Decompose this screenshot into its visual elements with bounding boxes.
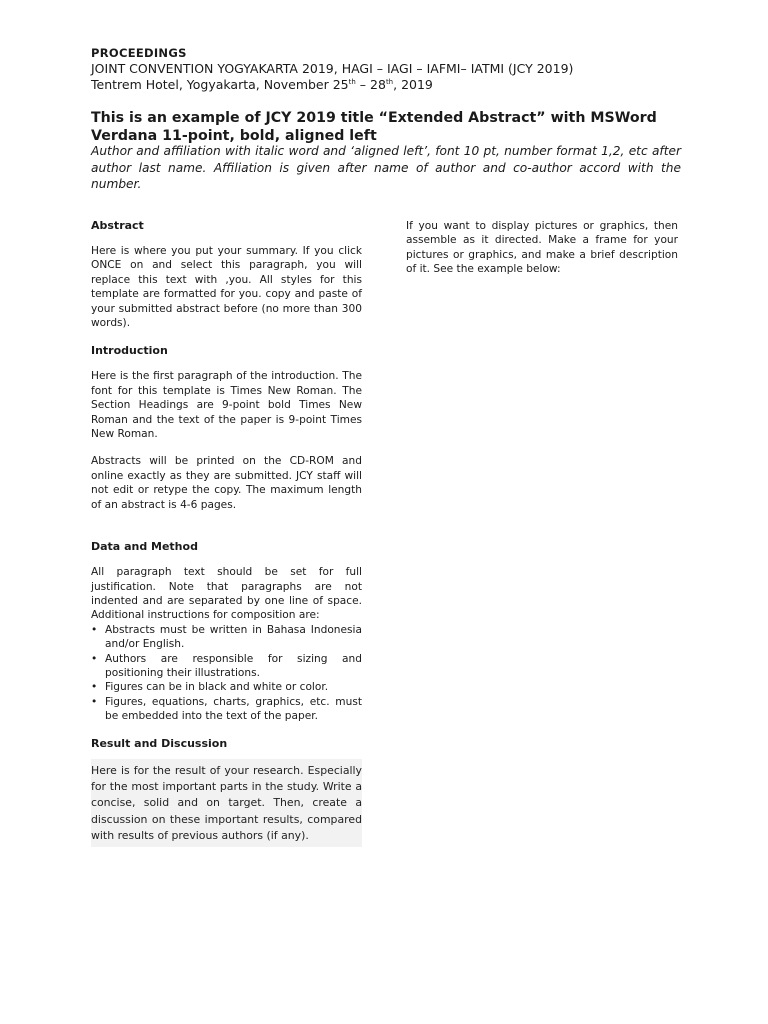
- proceedings-header: [91, 46, 691, 93]
- introduction-body-2: Abstracts will be printed on the CD-ROM and online exactly as they are submitted. JCY staff will not edit or retype the copy. The maximum length of an abstract is 4-6 pages.: [91, 455, 362, 511]
- paper-title: This is an example of JCY 2019 title “Extended Abstract” with MSWord Verdana 11-point, bold, aligned left: [91, 110, 657, 144]
- data-method-heading: Data and Method: [91, 540, 198, 554]
- convention-name: JOINT CONVENTION YOGYAKARTA 2019, HAGI – IAGI – IAFMI– IATMI (JCY 2019): [91, 61, 574, 76]
- author-affiliation: Author and affiliation with italic word and ‘aligned left’, font 10 pt, number format 1,2, etc after author last name. Affiliation is given after name of author and co-author accord with the number.: [91, 144, 681, 191]
- venue-sup-2: th: [385, 77, 394, 86]
- proceedings-label: PROCEEDINGS: [91, 46, 187, 60]
- venue-mid: – 28: [355, 77, 386, 92]
- bullet-icon: •: [91, 623, 98, 636]
- list-item: • Figures, equations, charts, graphics, etc. must be embedded into the text of the paper.: [91, 695, 362, 723]
- abstract-body: Here is where you put your summary. If you click ONCE on and select this paragraph, you will replace this text with ,you. All styles for this template are formatted for you. copy and paste of your submitted abstract before (no more than 300 words).: [91, 245, 362, 330]
- introduction-heading: Introduction: [91, 344, 168, 358]
- left-column: [91, 219, 362, 847]
- right-column: [406, 219, 678, 277]
- list-item: • Abstracts must be written in Bahasa Indonesia and/or English.: [91, 623, 362, 651]
- bullet-icon: •: [91, 681, 98, 694]
- results-highlight-box: [91, 759, 362, 847]
- bullet-icon: •: [91, 652, 98, 665]
- bullet-icon: •: [91, 695, 98, 708]
- data-method-bullet-list: [91, 623, 362, 724]
- introduction-body-1: Here is the first paragraph of the introduction. The font for this template is Times New Roman. The Section Headings are 9-point bold Times New Roman and the text of the paper is 9-point Times New Roman.: [91, 370, 362, 441]
- results-heading: Result and Discussion: [91, 736, 228, 750]
- graphics-instructions: If you want to display pictures or graphics, then assemble as it directed. Make a frame for your pictures or graphics, and make a brief description of it. See the example below:: [406, 220, 678, 276]
- venue-prefix: Tentrem Hotel, Yogyakarta, November 25: [91, 77, 349, 92]
- venue-suffix: , 2019: [393, 77, 433, 92]
- list-item: • Authors are responsible for sizing and positioning their illustrations.: [91, 652, 362, 679]
- list-item: • Figures can be in black and white or color.: [91, 681, 329, 694]
- results-body: Here is for the result of your research. Especially for the most important parts in the study. Write a concise, solid and on target. Then, create a discussion on these important results, compared with results of previous authors (if any).: [91, 763, 362, 843]
- venue-date: [91, 77, 691, 93]
- venue-sup-1: th: [348, 77, 356, 86]
- abstract-heading: Abstract: [91, 219, 144, 232]
- data-method-body: All paragraph text should be set for full justification. Note that paragraphs are not indented and are separated by one line of space. Additional instructions for composition are:: [91, 566, 362, 622]
